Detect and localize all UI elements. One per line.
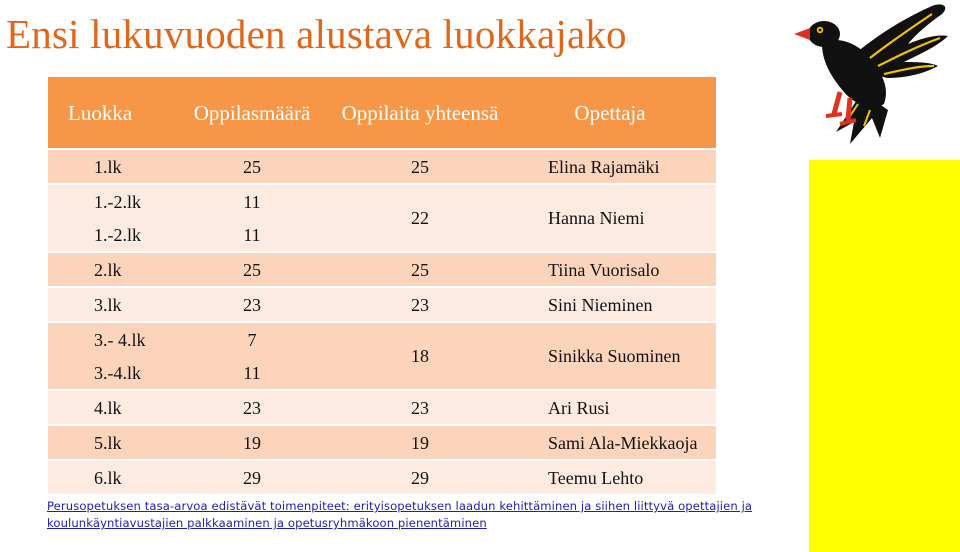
cell-opettaja: Sami Ala-Miekkaoja: [504, 425, 716, 460]
table-row: [48, 322, 716, 356]
cell-maara: 11: [168, 218, 336, 252]
black-bird-icon: [792, 0, 960, 150]
table-row: [48, 252, 716, 287]
cell-luokka: 1.-2.lk: [48, 218, 168, 252]
table-row: [48, 184, 716, 218]
cell-yhteensa: 23: [336, 390, 504, 425]
cell-yhteensa: 29: [336, 460, 504, 494]
cell-opettaja: Sinikka Suominen: [504, 322, 716, 390]
cell-luokka: 1.-2.lk: [48, 184, 168, 218]
cell-maara: 25: [168, 252, 336, 287]
cell-luokka: 2.lk: [48, 252, 168, 287]
cell-opettaja: Teemu Lehto: [504, 460, 716, 494]
cell-maara: 29: [168, 460, 336, 494]
cell-opettaja: Sini Nieminen: [504, 287, 716, 322]
cell-opettaja: Hanna Niemi: [504, 184, 716, 252]
cell-maara: 11: [168, 184, 336, 218]
table-row: [48, 390, 716, 425]
cell-yhteensa: 23: [336, 287, 504, 322]
table-row: [48, 460, 716, 494]
cell-yhteensa: 19: [336, 425, 504, 460]
cell-maara: 19: [168, 425, 336, 460]
cell-luokka: 4.lk: [48, 390, 168, 425]
header-oppilasmaara: Oppilasmäärä: [168, 77, 336, 149]
cell-luokka: 6.lk: [48, 460, 168, 494]
cell-maara: 7: [168, 322, 336, 356]
header-oppilaita-yhteensa: Oppilaita yhteensä: [336, 77, 504, 149]
cell-yhteensa: 18: [336, 322, 504, 390]
header-opettaja: Opettaja: [504, 77, 716, 149]
cell-opettaja: Tiina Vuorisalo: [504, 252, 716, 287]
side-yellow-bar: [809, 160, 960, 552]
cell-maara: 23: [168, 390, 336, 425]
cell-opettaja: Elina Rajamäki: [504, 149, 716, 184]
cell-luokka: 3.lk: [48, 287, 168, 322]
cell-opettaja: Ari Rusi: [504, 390, 716, 425]
table-row: [48, 287, 716, 322]
cell-luokka: 3.-4.lk: [48, 356, 168, 390]
cell-luokka: 5.lk: [48, 425, 168, 460]
cell-maara: 11: [168, 356, 336, 390]
cell-yhteensa: 25: [336, 252, 504, 287]
class-distribution-table: [48, 77, 716, 494]
cell-maara: 25: [168, 149, 336, 184]
cell-yhteensa: 25: [336, 149, 504, 184]
table-row: [48, 149, 716, 184]
page-title: Ensi lukuvuoden alustava luokkajako: [6, 11, 627, 57]
cell-luokka: 1.lk: [48, 149, 168, 184]
header-luokka: Luokka: [48, 77, 168, 149]
table-header-row: [48, 77, 716, 149]
cell-yhteensa: 22: [336, 184, 504, 252]
table-row: [48, 425, 716, 460]
footer-link[interactable]: Perusopetuksen tasa-arvoa edistävät toimenpiteet: erityisopetuksen laadun kehittäminen ja siihen liittyvä opettajien ja koulunkäyntiavustajien palkkaaminen ja opetusryhmäkoon pienentäminen: [47, 499, 753, 530]
cell-luokka: 3.- 4.lk: [48, 322, 168, 356]
cell-maara: 23: [168, 287, 336, 322]
